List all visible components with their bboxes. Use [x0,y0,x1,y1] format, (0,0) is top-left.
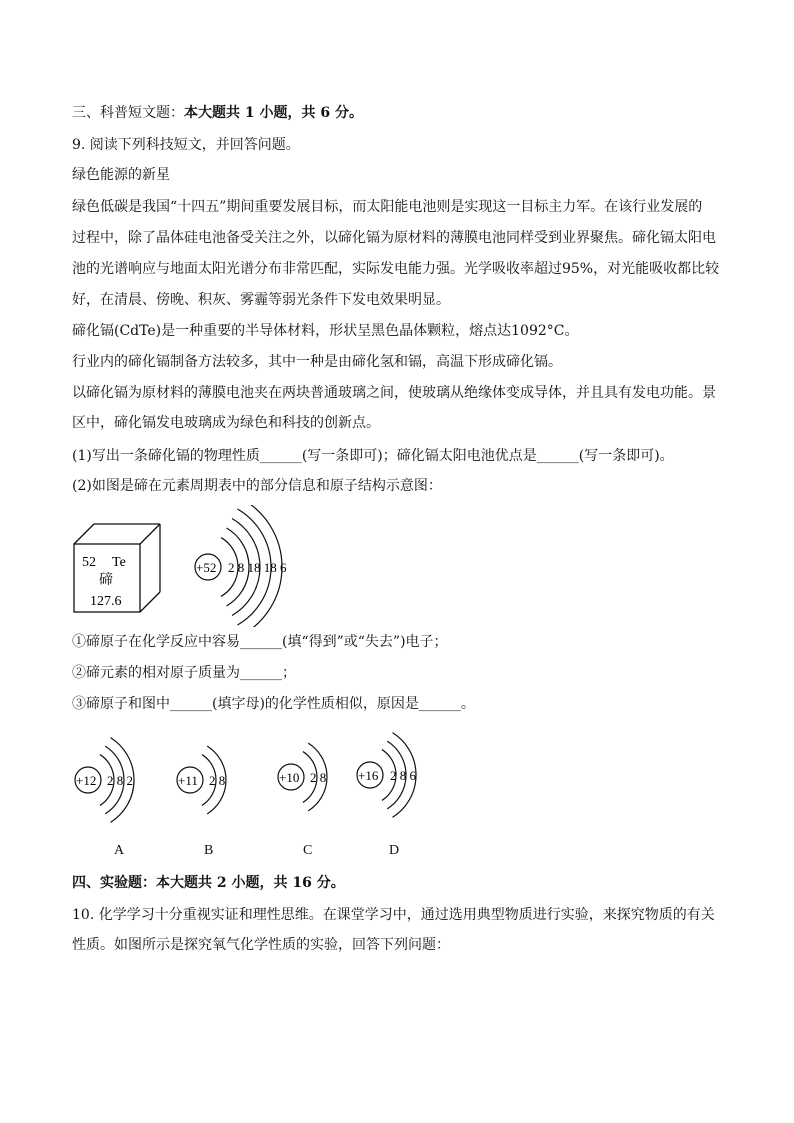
element-cell-figure [72,520,172,616]
para1-line3: 池的光谱响应与地面太阳光谱分布非常匹配，实际发电能力强。光学吸收率超过95%，对光能吸收都比较 [72,261,720,277]
option-label-a: A [114,843,125,858]
q10-line2: 性质。如图所示是探究氧气化学性质的实验，回答下列问题： [72,937,450,953]
atom-option-a [70,732,150,828]
section-4-heading [72,873,345,893]
para4-line2: 区中，碲化镉发电玻璃成为绿色和科技的创新点。 [72,415,380,431]
electron-shell-numbers: 2 8 [310,770,327,785]
section-4-prefix: 四、实验题： [72,875,156,891]
electron-shell-numbers: 2 8 2 [107,773,133,788]
atom-option-b [172,740,242,820]
atomic-mass: 127.6 [90,594,122,609]
section-3-heading [72,103,363,123]
section-3-info: 本大题共 1 小题，共 6 分。 [184,105,363,121]
atomic-number: 52 [82,555,96,570]
electron-shell-numbers: 2 8 6 [390,768,416,783]
q9-intro: 9. 阅读下列科技短文，并回答问题。 [72,137,300,153]
question-c: ③碲原子和图中______(填字母)的化学性质相似，原因是______。 [72,696,475,712]
nucleus-charge: +11 [178,773,198,788]
article-title: 绿色能源的新星 [72,167,170,183]
element-symbol: Te [112,555,126,570]
te-atom-diagram [190,505,300,627]
para1-line4: 好，在清晨、傍晚、积灰、雾霾等弱光条件下发电效果明显。 [72,292,450,308]
para1-line1: 绿色低碳是我国“十四五”期间重要发展目标，而太阳能电池则是实现这一目标主力军。在该行业发展的 [72,199,703,215]
para3: 行业内的碲化镉制备方法较多，其中一种是由碲化氢和镉，高温下形成碲化镉。 [72,354,562,370]
sub-question-2: (2)如图是碲在元素周期表中的部分信息和原子结构示意图： [72,478,442,494]
nucleus-charge: +16 [358,768,379,783]
option-label-d: D [389,843,400,858]
q10-line1: 10. 化学学习十分重视实证和理性思维。在课堂学习中，通过选用典型物质进行实验，来探究物质的有关 [72,907,715,923]
question-a: ①碲原子在化学反应中容易______(填“得到”或“失去”)电子； [72,634,448,650]
nucleus-charge: +12 [76,773,97,788]
atom-option-d [350,725,440,825]
element-name: 碲 [99,572,113,588]
sub-question-1: (1)写出一条碲化镉的物理性质______(写一条即可)；碲化镉太阳电池优点是______(写一条即可)。 [72,448,674,464]
atom-option-c [273,737,343,817]
nucleus-charge: +10 [279,770,300,785]
section-4-info: 本大题共 2 小题，共 16 分。 [156,875,345,891]
section-3-prefix: 三、科普短文题： [72,105,184,121]
para4-line1: 以碲化镉为原材料的薄膜电池夹在两块普通玻璃之间，使玻璃从绝缘体变成导体，并且具有发电功能。景 [72,385,716,401]
electron-shell-numbers: 2 8 18 18 6 [228,560,287,575]
para2: 碲化镉(CdTe)是一种重要的半导体材料，形状呈黑色晶体颗粒，熔点达1092°C。 [72,323,579,339]
electron-shell-numbers: 2 8 [209,773,226,788]
nucleus-charge: +52 [196,560,217,575]
option-label-c: C [303,843,313,858]
option-label-b: B [204,843,214,858]
para1-line2: 过程中，除了晶体硅电池备受关注之外，以碲化镉为原材料的薄膜电池同样受到业界聚焦。碲化镉太阳电 [72,230,716,246]
question-b: ②碲元素的相对原子质量为______； [72,665,296,681]
